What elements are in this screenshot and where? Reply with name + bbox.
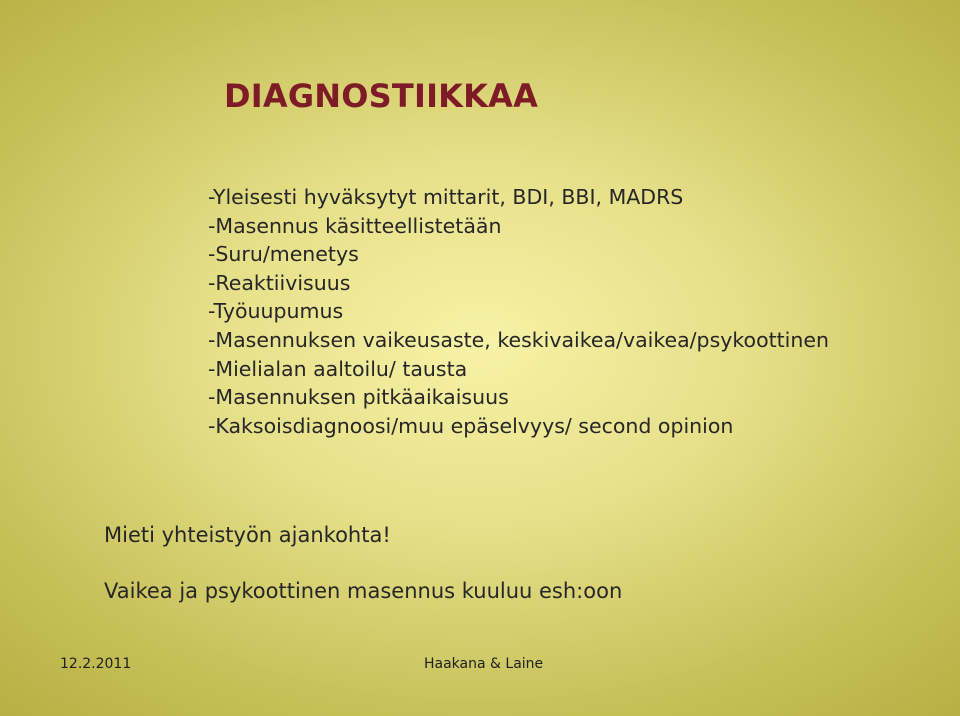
list-item: -Kaksoisdiagnoosi/muu epäselvyys/ second opinion xyxy=(208,413,734,438)
footer-date: 12.2.2011 xyxy=(60,656,132,672)
bullet-list xyxy=(208,183,829,440)
list-item: -Reaktiivisuus xyxy=(208,270,351,295)
list-item: -Työuupumus xyxy=(208,299,344,324)
slide-title: DIAGNOSTIIKKAA xyxy=(224,77,539,115)
list-item: -Masennus käsitteellistetään xyxy=(208,213,502,238)
list-item: -Suru/menetys xyxy=(208,242,359,267)
cooperation-note: Mieti yhteistyön ajankohta! xyxy=(104,523,391,547)
footer-authors: Haakana & Laine xyxy=(424,656,544,672)
list-item: -Yleisesti hyväksytyt mittarit, BDI, BBI, MADRS xyxy=(208,185,684,209)
list-item: -Mielialan aaltoilu/ tausta xyxy=(208,356,468,381)
list-item: -Masennuksen vaikeusaste, keskivaikea/vaikea/psykoottinen xyxy=(208,327,829,352)
list-item: -Masennuksen pitkäaikaisuus xyxy=(208,385,509,410)
severity-note: Vaikea ja psykoottinen masennus kuuluu esh:oon xyxy=(104,579,623,603)
